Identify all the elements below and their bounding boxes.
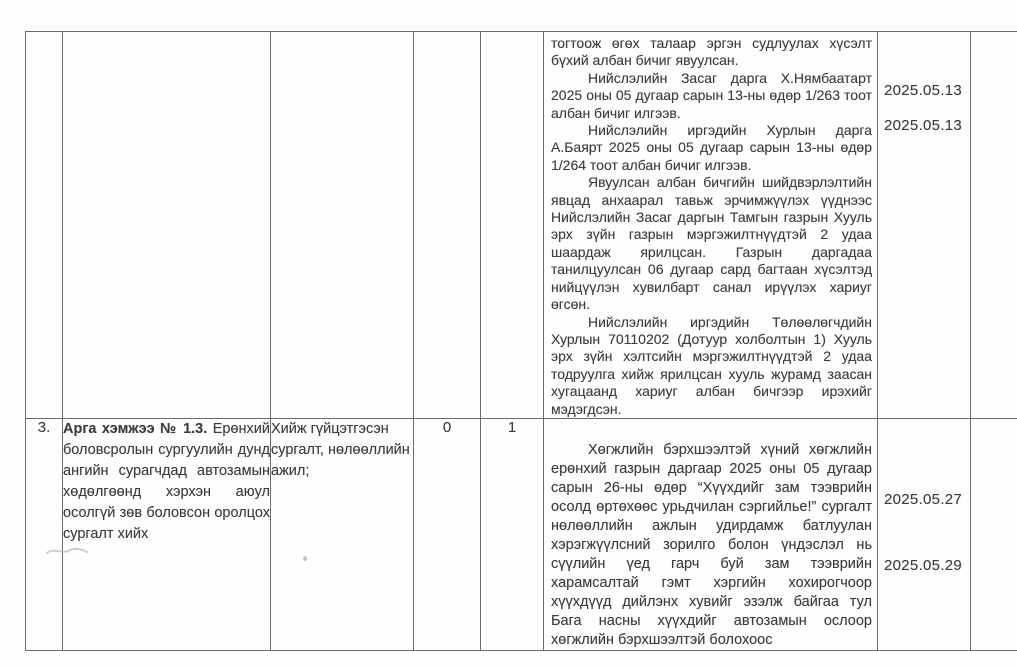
progress-paragraph: Нийслэлийн иргэдийн Хурлын дарга А.Баярт 2025 оны 05 дугаар сарын 13-ны өдөр 1/264 тоот албан бичиг илгээв. <box>551 122 872 173</box>
ink-dot-artifact <box>303 556 307 561</box>
progress-paragraph: Нийслэлийн Засаг дарга Х.Нямбаатарт 2025 оны 05 дугаар сарын 13-ны өдөр 1/263 тоот албан бичиг илгээв. <box>551 69 872 121</box>
measure-text <box>63 419 270 545</box>
activity-report-table <box>25 31 1017 651</box>
progress-paragraph: тогтоож өгөх талаар эргэн судлуулах хүсэлт бүхий албан бичиг явуулсан. <box>551 35 872 69</box>
indicator-cell: Хийж гүйцэтгэсэн сургалт, нөлөөллийн ажил; <box>271 418 414 650</box>
extra-cell <box>971 418 1017 650</box>
progress-paragraph: Хөгжлийн бэрхшээлтэй хүний хөгжлийн ерөнхий газрын даргаар 2025 оны 05 дугаар сарын 26-ны өдөр “Хүүхдийг зам тээврийн осолд өртөхөөс урьдчилан сэргийлье!” сургалт нөлөөллийн ажлын удирдамж батлуулан хэрэгжүүлсний зорилго болон үндэслэл нь сүүлийн үед гарч буй зам тээврийн харамсалтай гэмт хэргийн хохирогчоор хүүхдүүд дийлэнх хувийг эзэлж байгаа тул Бага насны хүүхдийг автозамын ослоор хөгжлийн бэрхшээлтэй болохоос <box>551 441 872 648</box>
progress-paragraph: Нийслэлийн иргэдийн Төлөөлөгчдийн Хурлын 70110202 (Дотуур холболтын 1) Хууль эрх зүйн хэлтсийн мэргэжилтнүүдтэй 2 удаа тодруулга хийж ярилцсан хууль журамд заасан хугацаанд хариуг албан бичгээр ирэхийг мэдэгдсэн. <box>551 313 872 417</box>
date-cell <box>878 418 971 650</box>
completion-date: 2025.05.13 <box>884 82 963 99</box>
completion-date: 2025.05.29 <box>884 556 963 574</box>
progress-cell <box>544 32 878 419</box>
baseline-cell <box>414 32 481 419</box>
measure-cell <box>63 418 271 650</box>
completion-date: 2025.05.13 <box>884 117 963 134</box>
table-row-continued <box>26 32 1017 419</box>
table-row-3 <box>26 418 1017 650</box>
row-number-cell <box>26 32 63 419</box>
baseline-cell: 0 <box>414 418 481 650</box>
measure-body: Ерөнхий боловсролын сургуулийн дунд ангийн сурагчдад автозамын хөдөлгөөнд хэрхэн аюул осолгүй зөв боловсон оролцох сургалт хийх <box>63 420 270 542</box>
progress-cell <box>544 418 878 650</box>
completion-date: 2025.05.27 <box>884 490 963 508</box>
measure-cell <box>63 32 271 419</box>
row-number-cell: 3. <box>26 418 63 650</box>
extra-cell <box>971 32 1017 419</box>
progress-paragraph: Явуулсан албан бичгийн шийдвэрлэлтийн явцад анхаарал тавьж эрчимжүүлэх үүднээс Нийслэлийн Засаг даргын Тамгын газрын Хууль эрх зүйн газрын мэргэжилтнүүдтэй 2 удаа шаардаж ярилцсан. Газрын даргадаа танилцуулсан 06 дугаар сард багтаан хүсэлтэд нийцүүлэн хувилбарт санал ирүүлэх хариуг өгсөн. <box>551 174 872 313</box>
indicator-cell <box>271 32 414 419</box>
target-cell: 1 <box>481 418 544 650</box>
measure-title: Арга хэмжээ № 1.3. <box>63 420 208 437</box>
date-cell <box>878 32 971 419</box>
target-cell <box>481 32 544 419</box>
pencil-smudge-artifact <box>45 544 89 558</box>
